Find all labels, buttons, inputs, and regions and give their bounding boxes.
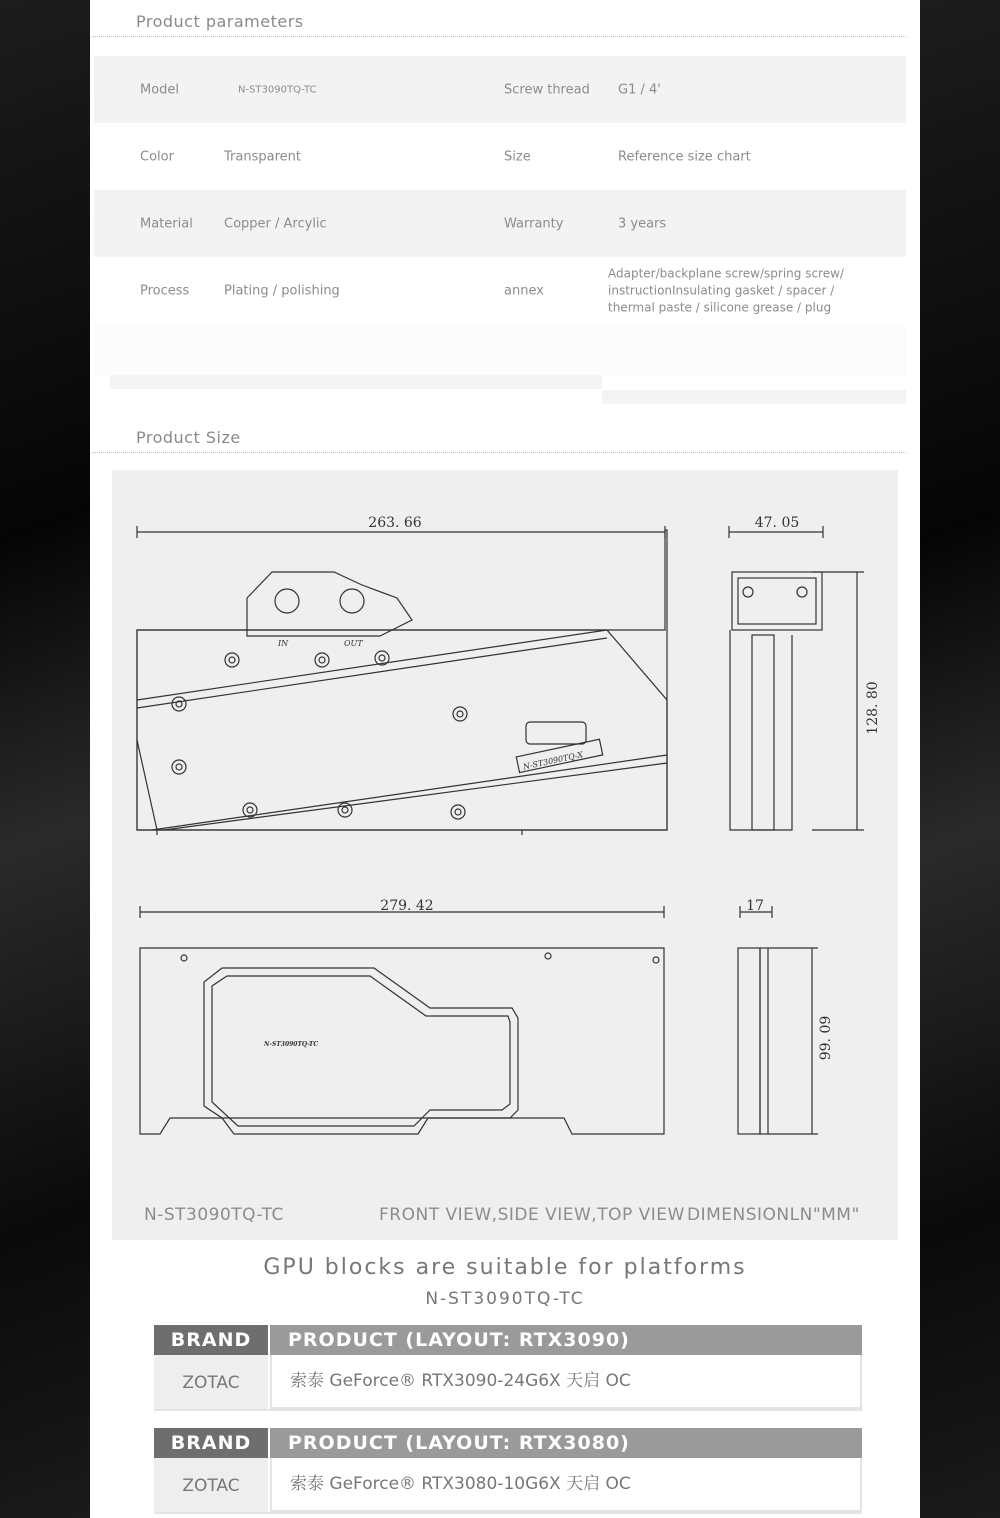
back-width-dim: 279. 42 bbox=[380, 898, 434, 914]
table-header bbox=[154, 1325, 862, 1355]
param-value: G1 / 4' bbox=[618, 82, 661, 97]
param-row bbox=[94, 123, 906, 190]
blank-bar bbox=[602, 390, 906, 404]
platforms-title: GPU blocks are suitable for platforms bbox=[263, 1255, 747, 1280]
param-row bbox=[94, 56, 906, 123]
param-label: Warranty bbox=[504, 216, 564, 231]
left-background bbox=[0, 0, 90, 1518]
param-value: Copper / Arcylic bbox=[224, 216, 327, 231]
param-value: Reference size chart bbox=[618, 149, 751, 164]
params-table bbox=[94, 56, 906, 324]
back-side-height-dim: 99. 09 bbox=[818, 1015, 834, 1061]
annex-line: thermal paste / silicone grease / plug bbox=[608, 300, 832, 314]
caption-unit: DIMENSIONLN"MM" bbox=[687, 1205, 860, 1225]
side-height-dim: 128. 80 bbox=[865, 681, 881, 735]
brand-cell: ZOTAC bbox=[154, 1458, 268, 1512]
caption-model: N-ST3090TQ-TC bbox=[144, 1205, 284, 1225]
product-header: PRODUCT (LAYOUT: RTX3080) bbox=[270, 1428, 862, 1458]
param-label: Size bbox=[504, 149, 531, 164]
dimension-drawing-svg bbox=[112, 470, 898, 1240]
brand-header: BRAND bbox=[154, 1325, 268, 1355]
param-label: Process bbox=[140, 283, 190, 298]
back-side-width-dim: 17 bbox=[746, 898, 764, 914]
port-out-label: OUT bbox=[344, 639, 363, 648]
param-row bbox=[94, 190, 906, 257]
brand-header: BRAND bbox=[154, 1428, 268, 1458]
annex-line: Adapter/backplane screw/spring screw/ bbox=[608, 266, 844, 280]
front-width-dim: 263. 66 bbox=[368, 515, 422, 531]
product-cell: 索泰 GeForce® RTX3080-10G6X 天启 OC bbox=[270, 1458, 862, 1512]
caption-views: FRONT VIEW,SIDE VIEW,TOP VIEW bbox=[379, 1205, 685, 1225]
param-value: Plating / polishing bbox=[224, 283, 340, 298]
params-divider bbox=[92, 36, 906, 37]
param-value: 3 years bbox=[618, 216, 667, 231]
size-divider bbox=[92, 452, 906, 453]
right-background bbox=[920, 0, 1000, 1518]
product-page bbox=[90, 0, 920, 1518]
annex-line: instructionInsulating gasket / spacer / bbox=[608, 283, 835, 297]
size-section-title: Product Size bbox=[136, 428, 241, 447]
back-side-view bbox=[738, 906, 818, 1134]
side-width-dim: 47. 05 bbox=[754, 515, 800, 531]
param-value-multiline bbox=[608, 265, 844, 316]
table-row bbox=[154, 1355, 862, 1411]
table-header bbox=[154, 1428, 862, 1458]
port-in-label: IN bbox=[278, 639, 289, 648]
param-row bbox=[94, 257, 906, 324]
back-view bbox=[140, 906, 664, 1134]
blank-row bbox=[94, 324, 906, 376]
product-cell: 索泰 GeForce® RTX3090-24G6X 天启 OC bbox=[270, 1355, 862, 1409]
block-label: N-ST3090TQ-X bbox=[522, 750, 584, 772]
params-section-title: Product parameters bbox=[136, 12, 304, 31]
technical-drawing bbox=[112, 470, 898, 1240]
backplate-label: N-ST3090TQ-TC bbox=[264, 1041, 319, 1048]
side-view bbox=[729, 526, 864, 830]
platforms-model: N-ST3090TQ-TC bbox=[425, 1289, 585, 1309]
param-label: Color bbox=[140, 149, 174, 164]
platform-table bbox=[154, 1428, 862, 1514]
brand-cell: ZOTAC bbox=[154, 1355, 268, 1409]
param-label: Material bbox=[140, 216, 193, 231]
blank-bar bbox=[110, 375, 602, 389]
param-label: Model bbox=[140, 82, 180, 97]
front-view bbox=[137, 526, 667, 835]
platform-table bbox=[154, 1325, 862, 1411]
param-label: Screw thread bbox=[504, 82, 590, 97]
param-value: Transparent bbox=[224, 149, 301, 164]
param-value: N-ST3090TQ-TC bbox=[238, 84, 317, 95]
table-row bbox=[154, 1458, 862, 1514]
product-header: PRODUCT (LAYOUT: RTX3090) bbox=[270, 1325, 862, 1355]
param-label: annex bbox=[504, 283, 544, 298]
